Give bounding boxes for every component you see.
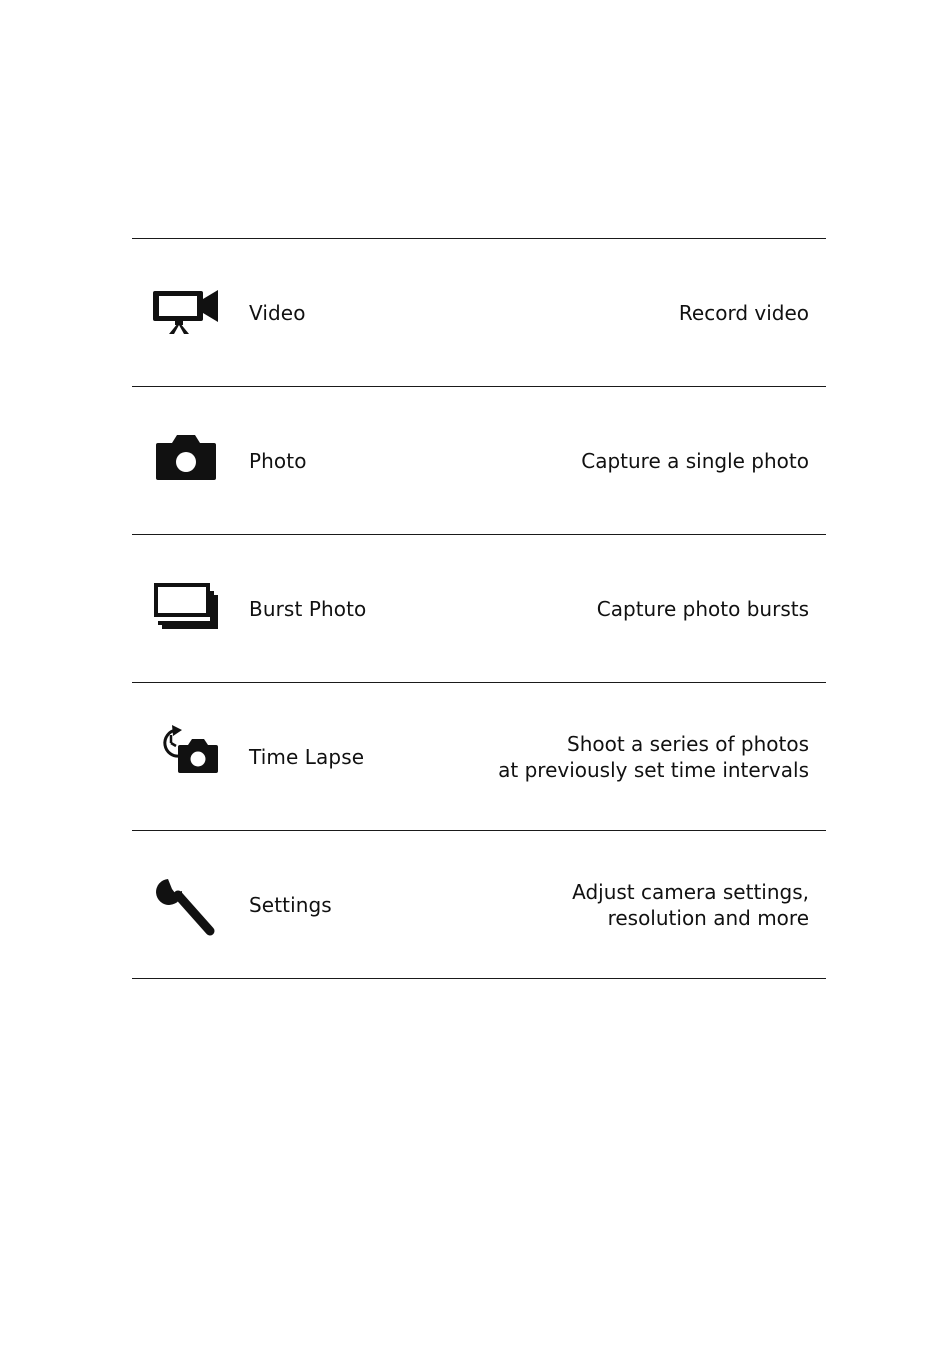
mode-name: Burst Photo <box>249 596 367 621</box>
mode-row-photo <box>132 387 826 535</box>
mode-description-line-2: at previously set time intervals <box>498 757 809 782</box>
mode-description-line-2: resolution and more <box>607 905 809 930</box>
mode-name: Photo <box>249 448 307 473</box>
mode-description-line-1: Adjust camera settings, <box>572 879 809 904</box>
camera-icon <box>148 425 224 497</box>
mode-description-line-1: Capture photo bursts <box>596 596 809 621</box>
camera-modes-table <box>132 238 826 979</box>
mode-description <box>679 239 809 386</box>
mode-row-video <box>132 239 826 387</box>
video-camera-icon <box>148 277 224 349</box>
mode-row-burst-photo <box>132 535 826 683</box>
wrench-icon <box>148 869 224 941</box>
mode-description <box>597 535 809 682</box>
mode-name: Settings <box>249 892 332 917</box>
mode-description-line-1: Capture a single photo <box>581 448 809 473</box>
time-lapse-icon <box>148 721 224 793</box>
mode-description-line-1: Record video <box>678 300 809 325</box>
mode-row-time-lapse <box>132 683 826 831</box>
mode-description <box>572 831 809 978</box>
mode-description <box>581 387 809 534</box>
mode-row-settings <box>132 831 826 979</box>
burst-photo-icon <box>148 573 224 645</box>
mode-name: Video <box>249 300 306 325</box>
mode-description-line-1: Shoot a series of photos <box>567 731 809 756</box>
mode-description <box>498 683 809 830</box>
mode-name: Time Lapse <box>249 744 365 769</box>
